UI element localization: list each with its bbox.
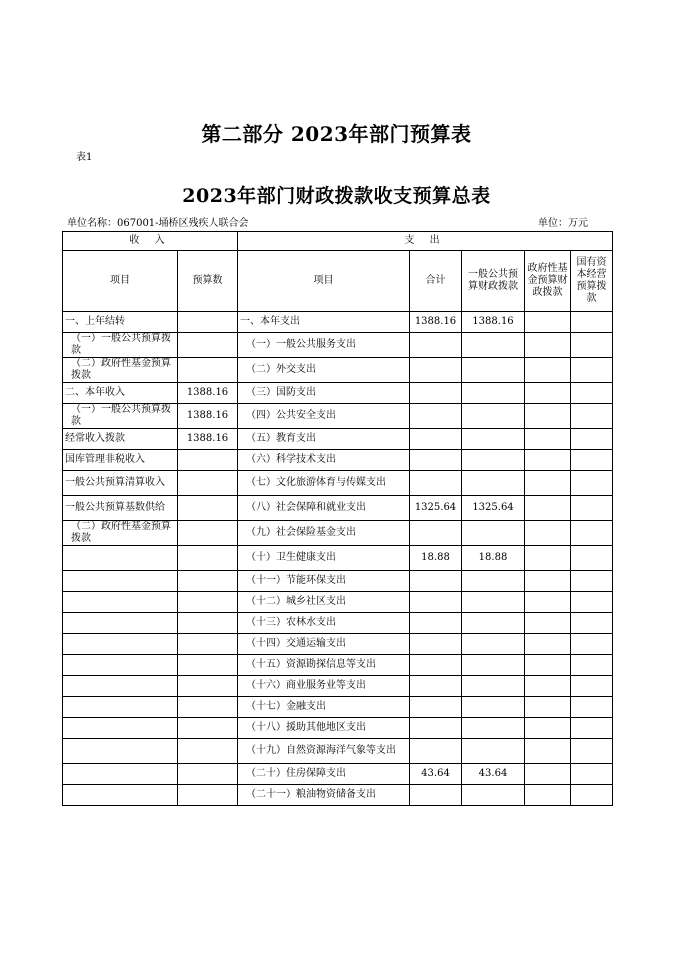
fund-value (525, 521, 571, 546)
income-item (63, 571, 178, 592)
expense-item-header: 项目 (238, 251, 410, 312)
income-item (63, 764, 178, 785)
income-budget-header: 预算数 (178, 251, 238, 312)
fund-value (525, 785, 571, 806)
state-capital-value (571, 358, 613, 383)
income-value: 1388.16 (178, 383, 238, 404)
expense-item: （二十）住房保障支出 (238, 764, 410, 785)
page-title: 2023年部门财政拨款收支预算总表 (182, 185, 491, 207)
income-item: 二、本年收入 (63, 383, 178, 404)
income-item (63, 676, 178, 697)
expense-item: （一）一般公共服务支出 (238, 333, 410, 358)
state-capital-value (571, 404, 613, 429)
general-value (462, 404, 525, 429)
state-capital-value (571, 471, 613, 496)
table-row (63, 471, 613, 496)
state-capital-value (571, 613, 613, 634)
state-capital-value (571, 571, 613, 592)
state-capital-value (571, 634, 613, 655)
income-item: （一）一般公共预算拨款 (63, 404, 178, 429)
income-item-header: 项目 (63, 251, 178, 312)
fund-value (525, 739, 571, 764)
total-value (410, 450, 462, 471)
state-capital-value (571, 546, 613, 571)
state-capital-value (571, 592, 613, 613)
general-value (462, 429, 525, 450)
state-capital-value (571, 496, 613, 521)
income-item: 经常收入拨款 (63, 429, 178, 450)
income-group-header: 收 入 (63, 232, 238, 251)
total-value (410, 592, 462, 613)
table-row (63, 358, 613, 383)
fund-value (525, 333, 571, 358)
income-value (178, 471, 238, 496)
income-item: （一）一般公共预算拨款 (63, 333, 178, 358)
table-row (63, 676, 613, 697)
income-item: 一、上年结转 (63, 312, 178, 333)
table-row (63, 655, 613, 676)
table-row (63, 592, 613, 613)
total-value (410, 634, 462, 655)
table-row (63, 764, 613, 785)
state-capital-value (571, 521, 613, 546)
state-capital-value (571, 450, 613, 471)
fund-value (525, 450, 571, 471)
state-capital-value (571, 697, 613, 718)
state-capital-value (571, 764, 613, 785)
income-item (63, 613, 178, 634)
general-value (462, 634, 525, 655)
income-value: 1388.16 (178, 429, 238, 450)
expense-item: （四）公共安全支出 (238, 404, 410, 429)
total-value (410, 655, 462, 676)
total-value (410, 333, 462, 358)
total-value: 18.88 (410, 546, 462, 571)
state-capital-value (571, 655, 613, 676)
income-value (178, 785, 238, 806)
expense-item: （十二）城乡社区支出 (238, 592, 410, 613)
expense-item: （五）教育支出 (238, 429, 410, 450)
budget-summary-table (62, 231, 613, 806)
expense-item: （六）科学技术支出 (238, 450, 410, 471)
table-row (63, 521, 613, 546)
total-value (410, 521, 462, 546)
general-value (462, 383, 525, 404)
income-value: 1388.16 (178, 404, 238, 429)
total-value: 1388.16 (410, 312, 462, 333)
income-item (63, 739, 178, 764)
income-item (63, 546, 178, 571)
income-item (63, 655, 178, 676)
income-value (178, 764, 238, 785)
expense-item: （三）国防支出 (238, 383, 410, 404)
income-value (178, 592, 238, 613)
income-item (63, 718, 178, 739)
currency-unit-label: 单位：万元 (538, 218, 588, 229)
fund-value (525, 697, 571, 718)
general-value (462, 358, 525, 383)
fund-budget-header: 政府性基金预算财政拨款 (525, 251, 571, 312)
income-value (178, 312, 238, 333)
income-value (178, 521, 238, 546)
fund-value (525, 655, 571, 676)
table-row (63, 312, 613, 333)
state-capital-value (571, 429, 613, 450)
table-row (63, 450, 613, 471)
total-value (410, 697, 462, 718)
expense-item: （十八）援助其他地区支出 (238, 718, 410, 739)
fund-value (525, 496, 571, 521)
expense-item: （十六）商业服务业等支出 (238, 676, 410, 697)
income-value (178, 655, 238, 676)
general-value (462, 655, 525, 676)
general-value (462, 739, 525, 764)
income-item (63, 634, 178, 655)
expense-item: 一、本年支出 (238, 312, 410, 333)
income-value (178, 450, 238, 471)
fund-value (525, 312, 571, 333)
general-value (462, 697, 525, 718)
general-value: 18.88 (462, 546, 525, 571)
total-value (410, 739, 462, 764)
general-value (462, 521, 525, 546)
table-row (63, 613, 613, 634)
state-capital-value (571, 785, 613, 806)
state-capital-value (571, 312, 613, 333)
income-value (178, 634, 238, 655)
income-value (178, 697, 238, 718)
fund-value (525, 471, 571, 496)
income-item (63, 697, 178, 718)
unit-name-label: 单位名称：067001-埇桥区残疾人联合会 (67, 218, 249, 229)
total-value: 43.64 (410, 764, 462, 785)
expense-item: （十一）节能环保支出 (238, 571, 410, 592)
total-value (410, 383, 462, 404)
fund-value (525, 718, 571, 739)
part-title: 第二部分 2023年部门预算表 (201, 122, 472, 146)
table-row (63, 496, 613, 521)
total-value (410, 404, 462, 429)
total-value (410, 785, 462, 806)
income-value (178, 358, 238, 383)
income-value (178, 546, 238, 571)
total-value (410, 718, 462, 739)
income-value (178, 571, 238, 592)
fund-value (525, 613, 571, 634)
general-value (462, 592, 525, 613)
total-header: 合计 (410, 251, 462, 312)
expense-group-header: 支 出 (238, 232, 613, 251)
expense-item: （十七）金融支出 (238, 697, 410, 718)
total-value: 1325.64 (410, 496, 462, 521)
expense-item: （十四）交通运输支出 (238, 634, 410, 655)
general-value (462, 450, 525, 471)
income-item: 国库管理非税收入 (63, 450, 178, 471)
table-number: 表1 (76, 152, 93, 163)
expense-item: （十三）农林水支出 (238, 613, 410, 634)
table-row (63, 697, 613, 718)
income-value (178, 739, 238, 764)
table-row (63, 333, 613, 358)
general-value (462, 676, 525, 697)
expense-item: （十五）资源勘探信息等支出 (238, 655, 410, 676)
general-budget-header: 一般公共预算财政拨款 (462, 251, 525, 312)
expense-item: （二十一）粮油物资储备支出 (238, 785, 410, 806)
fund-value (525, 358, 571, 383)
general-value: 43.64 (462, 764, 525, 785)
expense-item: （二）外交支出 (238, 358, 410, 383)
fund-value (525, 383, 571, 404)
general-value: 1325.64 (462, 496, 525, 521)
expense-item: （八）社会保障和就业支出 (238, 496, 410, 521)
state-capital-value (571, 739, 613, 764)
fund-value (525, 634, 571, 655)
income-item: 一般公共预算清算收入 (63, 471, 178, 496)
state-capital-value (571, 718, 613, 739)
state-capital-value (571, 676, 613, 697)
general-value (462, 785, 525, 806)
table-row (63, 383, 613, 404)
table-row (63, 546, 613, 571)
fund-value (525, 676, 571, 697)
fund-value (525, 592, 571, 613)
table-row (63, 634, 613, 655)
general-value (462, 471, 525, 496)
general-value (462, 718, 525, 739)
income-value (178, 496, 238, 521)
fund-value (525, 764, 571, 785)
income-value (178, 718, 238, 739)
income-item (63, 785, 178, 806)
table-row (63, 785, 613, 806)
fund-value (525, 546, 571, 571)
general-value: 1388.16 (462, 312, 525, 333)
general-value (462, 333, 525, 358)
general-value (462, 571, 525, 592)
state-capital-header: 国有资本经营预算拨款 (571, 251, 613, 312)
expense-item: （九）社会保险基金支出 (238, 521, 410, 546)
total-value (410, 358, 462, 383)
income-value (178, 676, 238, 697)
table-row (63, 739, 613, 764)
table-row (63, 404, 613, 429)
expense-item: （十九）自然资源海洋气象等支出 (238, 739, 410, 764)
income-item (63, 592, 178, 613)
income-item: （二）政府性基金预算拨款 (63, 358, 178, 383)
total-value (410, 429, 462, 450)
table-row (63, 429, 613, 450)
total-value (410, 571, 462, 592)
income-value (178, 333, 238, 358)
fund-value (525, 571, 571, 592)
state-capital-value (571, 383, 613, 404)
fund-value (525, 404, 571, 429)
expense-item: （十）卫生健康支出 (238, 546, 410, 571)
expense-item: （七）文化旅游体育与传媒支出 (238, 471, 410, 496)
table-row (63, 718, 613, 739)
general-value (462, 613, 525, 634)
income-item: 一般公共预算基数供给 (63, 496, 178, 521)
state-capital-value (571, 333, 613, 358)
total-value (410, 676, 462, 697)
income-value (178, 613, 238, 634)
fund-value (525, 429, 571, 450)
total-value (410, 613, 462, 634)
total-value (410, 471, 462, 496)
table-row (63, 571, 613, 592)
income-item: （二）政府性基金预算拨款 (63, 521, 178, 546)
